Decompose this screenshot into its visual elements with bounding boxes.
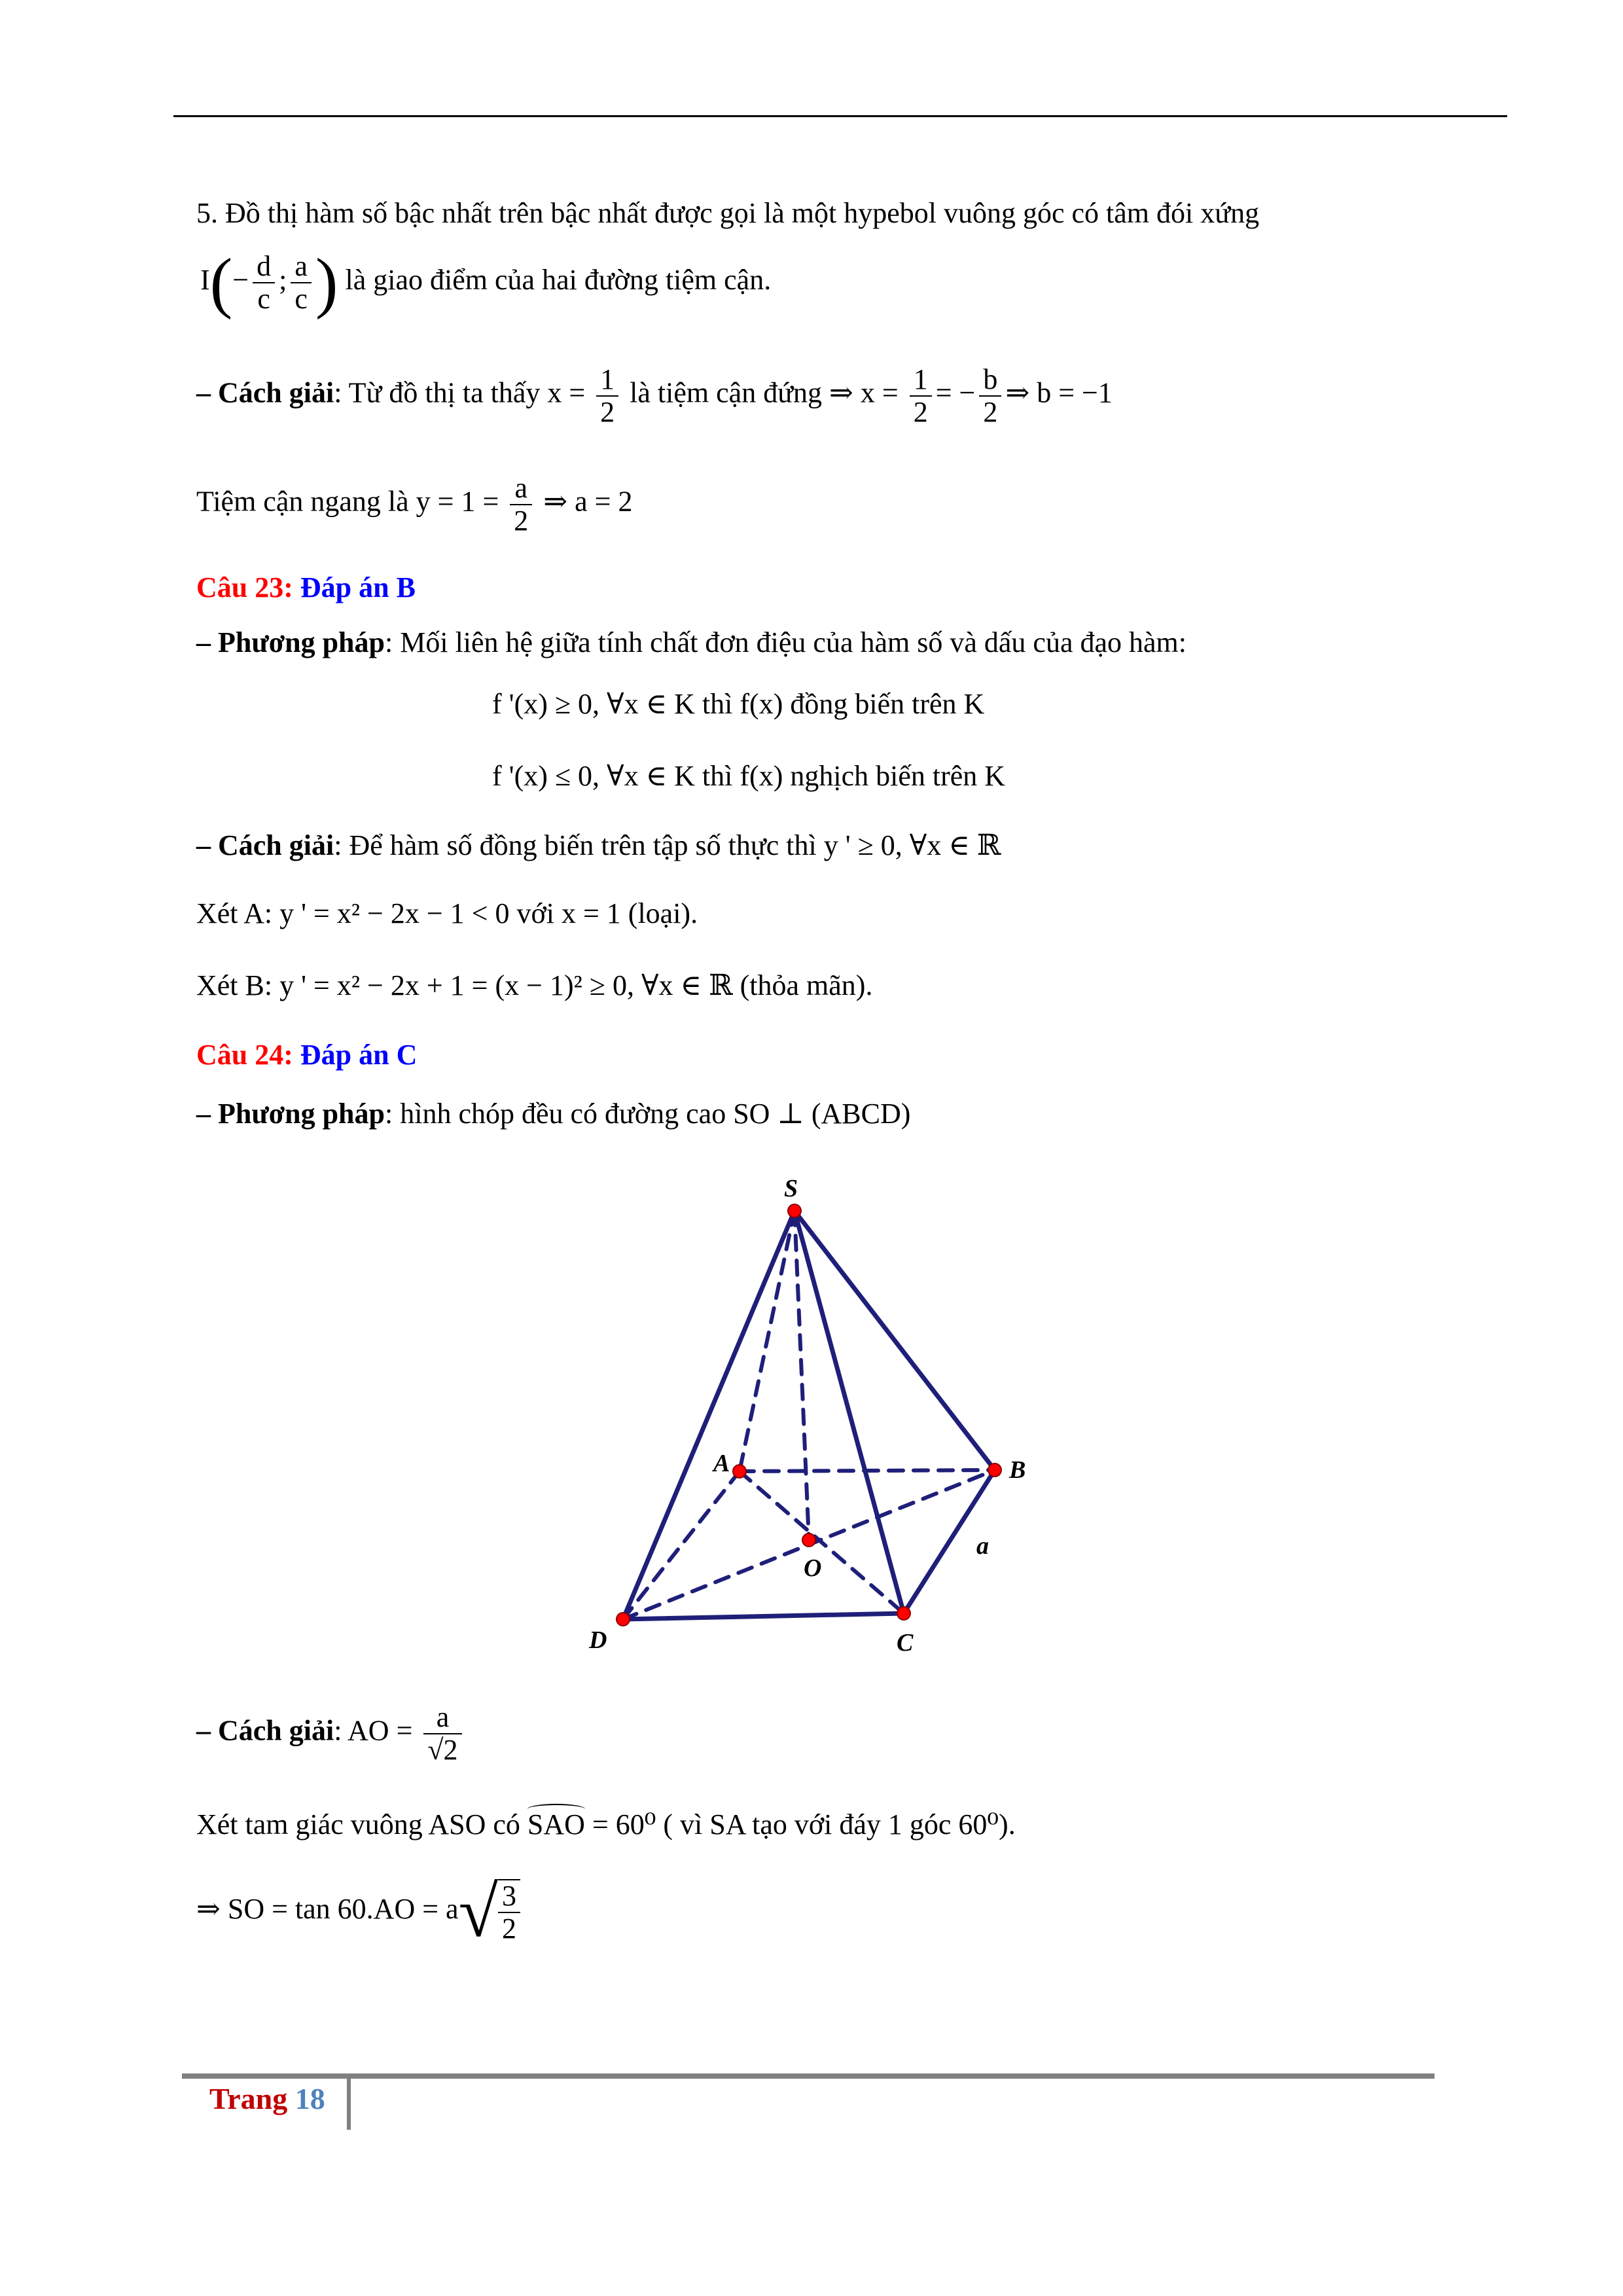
point-S <box>788 1204 801 1217</box>
item5-line2: I(− $\frac{d}{c}$ ; $\frac{a}{c}$ ) là giao điểm của hai đường tiệm cận. <box>200 245 772 320</box>
q24-method: – Phương pháp: hình chóp đều có đường cao SO ⊥ (ABCD) <box>196 1098 911 1130</box>
fraction-b-over-2: $\frac{b}{2}$ <box>979 364 1001 427</box>
solve1-label: – Cách giải <box>196 376 334 409</box>
q23-solve-label: – Cách giải <box>196 829 334 861</box>
fraction-a-over-sqrt2: $\frac{a}{√2}$ <box>423 1702 461 1765</box>
fraction-one-half-2: $\frac{1}{2}$ <box>910 364 932 427</box>
label-C: C <box>897 1629 914 1657</box>
page-label: Trang <box>209 2082 288 2115</box>
solve1-line: – Cách giải: Từ đồ thị ta thấy x = $\frac{1}{2}$ là tiệm cận đứng ⇒ x = $\frac{1}{2}$ = − $\frac{b}{2}$ ⇒ b = −1 <box>196 363 1113 428</box>
q23-label: Câu 23: <box>196 571 293 603</box>
label-D: D <box>589 1626 607 1654</box>
edge-SB <box>794 1211 995 1470</box>
label-S: S <box>784 1175 798 1202</box>
q23-answer: Đáp án B <box>300 571 416 603</box>
top-divider <box>173 115 1507 117</box>
page-number <box>209 2081 325 2116</box>
center-point-label: I <box>200 264 210 296</box>
right-paren: ) <box>315 245 338 320</box>
edge-SA-hidden <box>740 1211 794 1471</box>
q24-label: Câu 24: <box>196 1039 293 1071</box>
edge-SD <box>623 1211 794 1619</box>
radical-sign: √ <box>458 1872 498 1952</box>
item5-line1-text: 5. Đồ thị hàm số bậc nhất trên bậc nhất được gọi là một hypebol vuông góc có tâm đói xứng <box>196 197 1260 229</box>
pyramid-figure <box>576 1165 1047 1676</box>
left-paren: ( <box>209 245 233 320</box>
point-B <box>988 1463 1001 1477</box>
q24-solve-label: – Cách giải <box>196 1714 334 1747</box>
edge-SC <box>794 1211 904 1613</box>
angle-SAO: SAO <box>527 1808 585 1840</box>
q24-heading <box>196 1038 417 1071</box>
q23-check-b: Xét B: y ' = x² − 2x + 1 = (x − 1)² ≥ 0, ∀x ∈ ℝ (thỏa mãn). <box>196 969 873 1001</box>
q23-rule2: f '(x) ≤ 0, ∀x ∈ K thì f(x) nghịch biến trên K <box>492 760 1006 792</box>
edge-DC <box>623 1613 904 1619</box>
fraction-one-half: $\frac{1}{2}$ <box>596 364 618 427</box>
point-O <box>802 1534 815 1547</box>
q24-triangle: Xét tam giác vuông ASO có SAO = 60⁰ ( vì SA tạo với đáy 1 góc 60⁰). <box>196 1808 1016 1840</box>
q24-solve: – Cách giải: AO = $\frac{a}{√2}$ <box>196 1702 466 1765</box>
footer-vertical-bar <box>347 2073 351 2130</box>
sqrt-three-halves <box>458 1872 524 1952</box>
q23-check-a: Xét A: y ' = x² − 2x − 1 < 0 với x = 1 (loại). <box>196 897 698 929</box>
item5-line1 <box>196 196 1259 230</box>
fraction-a-over-c: $\frac{a}{c}$ <box>291 251 312 314</box>
q23-method: – Phương pháp: Mối liên hệ giữa tính chất đơn điệu của hàm số và dấu của đạo hàm: <box>196 626 1186 658</box>
q24-answer: Đáp án C <box>300 1039 418 1071</box>
point-A <box>733 1465 746 1478</box>
item5-line2-text: là giao điểm của hai đường tiệm cận. <box>345 264 772 296</box>
fraction-a-over-2: $\frac{a}{2}$ <box>510 473 532 536</box>
fraction-3-over-2: $\frac{3}{2}$ <box>498 1879 520 1944</box>
page-num: 18 <box>294 2082 325 2115</box>
label-A: A <box>713 1450 730 1477</box>
diagonal-AC-hidden <box>740 1471 904 1613</box>
fraction-d-over-c: $\frac{d}{c}$ <box>253 251 275 314</box>
q24-method-label: – Phương pháp <box>196 1098 385 1130</box>
footer-divider <box>182 2073 1435 2079</box>
q23-rule1: f '(x) ≥ 0, ∀x ∈ K thì f(x) đồng biến trên K <box>492 688 985 720</box>
point-D <box>616 1613 630 1626</box>
label-O: O <box>804 1554 822 1582</box>
label-edge-a: a <box>976 1532 989 1560</box>
q23-heading <box>196 571 416 604</box>
q24-so: ⇒ SO = tan 60.AO = a√ $\frac{3}{2}$ <box>196 1876 524 1948</box>
asymptote-line: Tiệm cận ngang là y = 1 = $\frac{a}{2}$ ⇒ a = 2 <box>196 472 633 537</box>
edge-AB-hidden <box>740 1470 995 1471</box>
point-C <box>897 1607 910 1620</box>
q23-solve: – Cách giải: Để hàm số đồng biến trên tập số thực thì y ' ≥ 0, ∀x ∈ ℝ <box>196 829 1001 861</box>
label-B: B <box>1009 1456 1026 1484</box>
q23-method-label: – Phương pháp <box>196 626 385 658</box>
